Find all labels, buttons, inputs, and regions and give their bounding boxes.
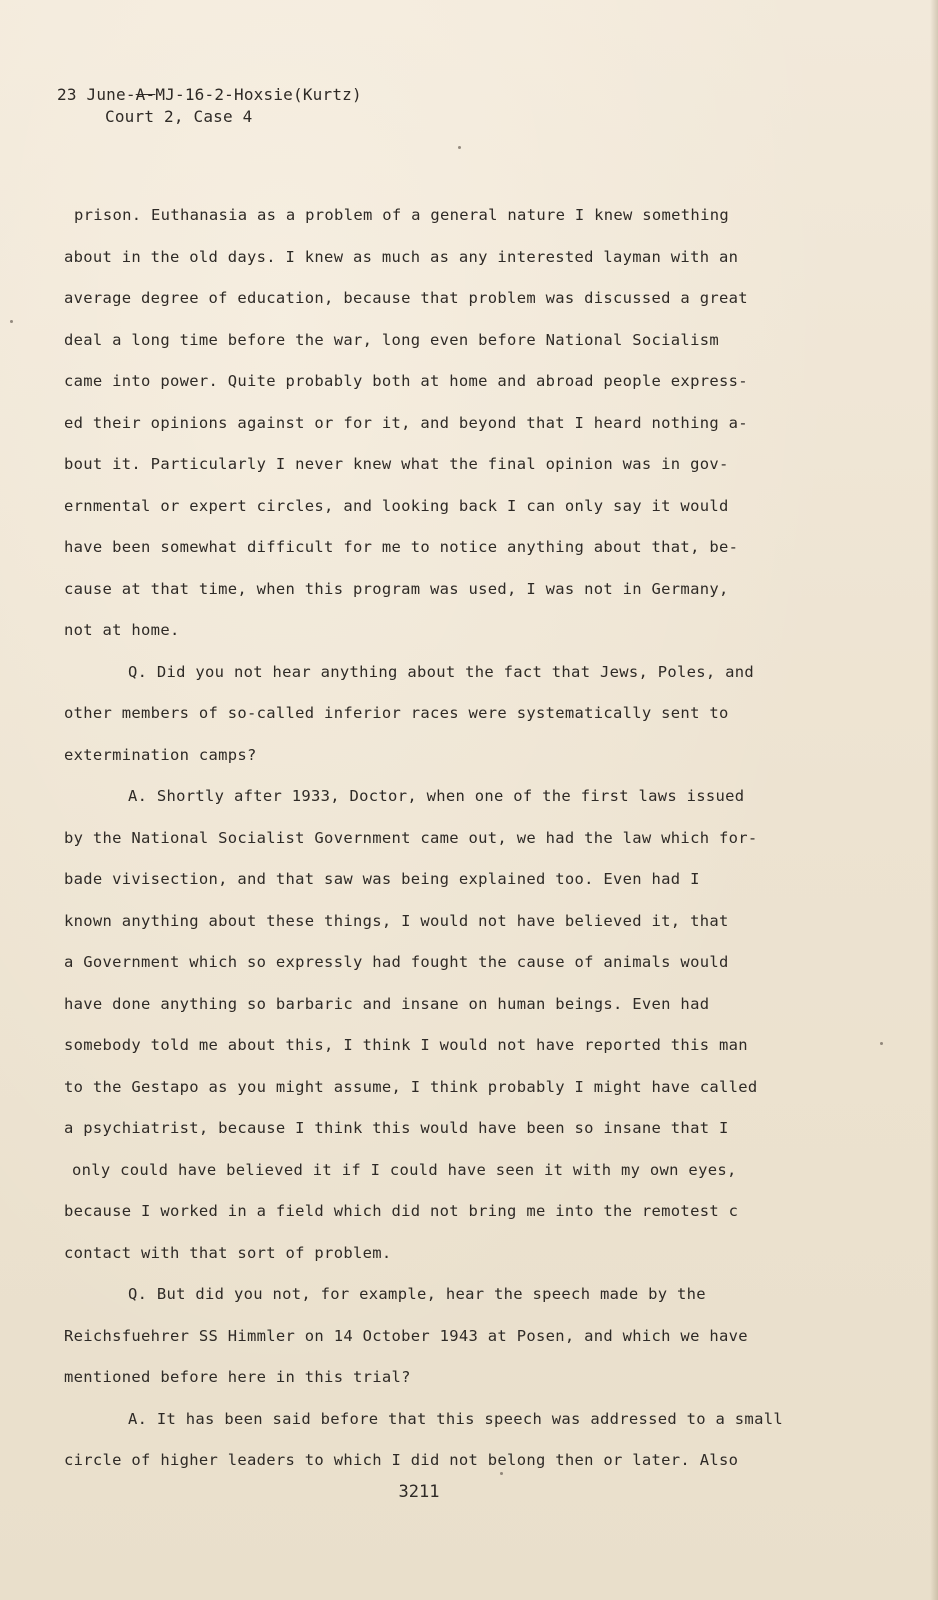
paper-speck bbox=[500, 1472, 503, 1475]
paper-speck bbox=[10, 320, 13, 323]
page-number: 3211 bbox=[398, 1482, 440, 1502]
text-line: bade vivisection, and that saw was being explained too. Even had I bbox=[64, 870, 700, 888]
header-line-2: Court 2, Case 4 bbox=[105, 107, 253, 126]
paper-speck bbox=[458, 146, 461, 149]
header-line-1: 23 June-A-MJ-16-2-Hoxsie(Kurtz) bbox=[57, 85, 362, 104]
text-line: have been somewhat difficult for me to notice anything about that, be- bbox=[64, 538, 739, 556]
text-line: ed their opinions against or for it, and beyond that I heard nothing a- bbox=[64, 413, 748, 432]
text-line: other members of so-called inferior races were systematically sent to bbox=[64, 704, 729, 722]
text-line: a psychiatrist, because I think this would have been so insane that I bbox=[64, 1119, 729, 1137]
text-line: have done anything so barbaric and insane on human beings. Even had bbox=[64, 994, 710, 1013]
text-line: to the Gestapo as you might assume, I think probably I might have called bbox=[64, 1077, 758, 1096]
text-line: deal a long time before the war, long even before National Socialism bbox=[64, 330, 719, 349]
text-line: average degree of education, because that problem was discussed a great bbox=[64, 289, 748, 307]
struck-text: A- bbox=[135, 85, 156, 104]
text-line: about in the old days. I knew as much as any interested layman with an bbox=[64, 247, 739, 266]
text-line: only could have believed it if I could have seen it with my own eyes, bbox=[72, 1160, 737, 1179]
answer-line: A. It has been said before that this speech was addressed to a small bbox=[128, 1409, 783, 1428]
text-line: prison. Euthanasia as a problem of a general nature I knew something bbox=[74, 206, 729, 224]
page-edge-shadow bbox=[930, 0, 938, 1600]
question-line: Q. Did you not hear anything about the fact that Jews, Poles, and bbox=[128, 662, 755, 681]
text-line: known anything about these things, I would not have believed it, that bbox=[64, 911, 729, 930]
question-line: Q. But did you not, for example, hear the speech made by the bbox=[128, 1285, 706, 1303]
text-line: bout it. Particularly I never knew what the final opinion was in gov- bbox=[64, 455, 729, 473]
answer-line: A. Shortly after 1933, Doctor, when one of the first laws issued bbox=[128, 787, 745, 805]
text-line: ernmental or expert circles, and looking back I can only say it would bbox=[64, 496, 729, 515]
page-header bbox=[57, 84, 362, 128]
transcript-body bbox=[64, 195, 804, 1482]
text-line: by the National Socialist Government came out, we had the law which for- bbox=[64, 828, 758, 847]
text-line: came into power. Quite probably both at home and abroad people express- bbox=[64, 372, 748, 390]
text-line: because I worked in a field which did not bring me into the remotest c bbox=[64, 1202, 739, 1220]
text-line: circle of higher leaders to which I did not belong then or later. Also bbox=[64, 1451, 739, 1469]
text-line: Reichsfuehrer SS Himmler on 14 October 1943 at Posen, and which we have bbox=[64, 1326, 748, 1345]
text-line: extermination camps? bbox=[64, 745, 257, 764]
text-line: somebody told me about this, I think I would not have reported this man bbox=[64, 1036, 748, 1054]
text-line: contact with that sort of problem. bbox=[64, 1243, 392, 1262]
text-line: cause at that time, when this program was used, I was not in Germany, bbox=[64, 579, 729, 598]
text-line: a Government which so expressly had fought the cause of animals would bbox=[64, 953, 729, 971]
text-line: not at home. bbox=[64, 621, 180, 639]
paper-speck bbox=[880, 1042, 883, 1045]
text-line: mentioned before here in this trial? bbox=[64, 1368, 411, 1386]
